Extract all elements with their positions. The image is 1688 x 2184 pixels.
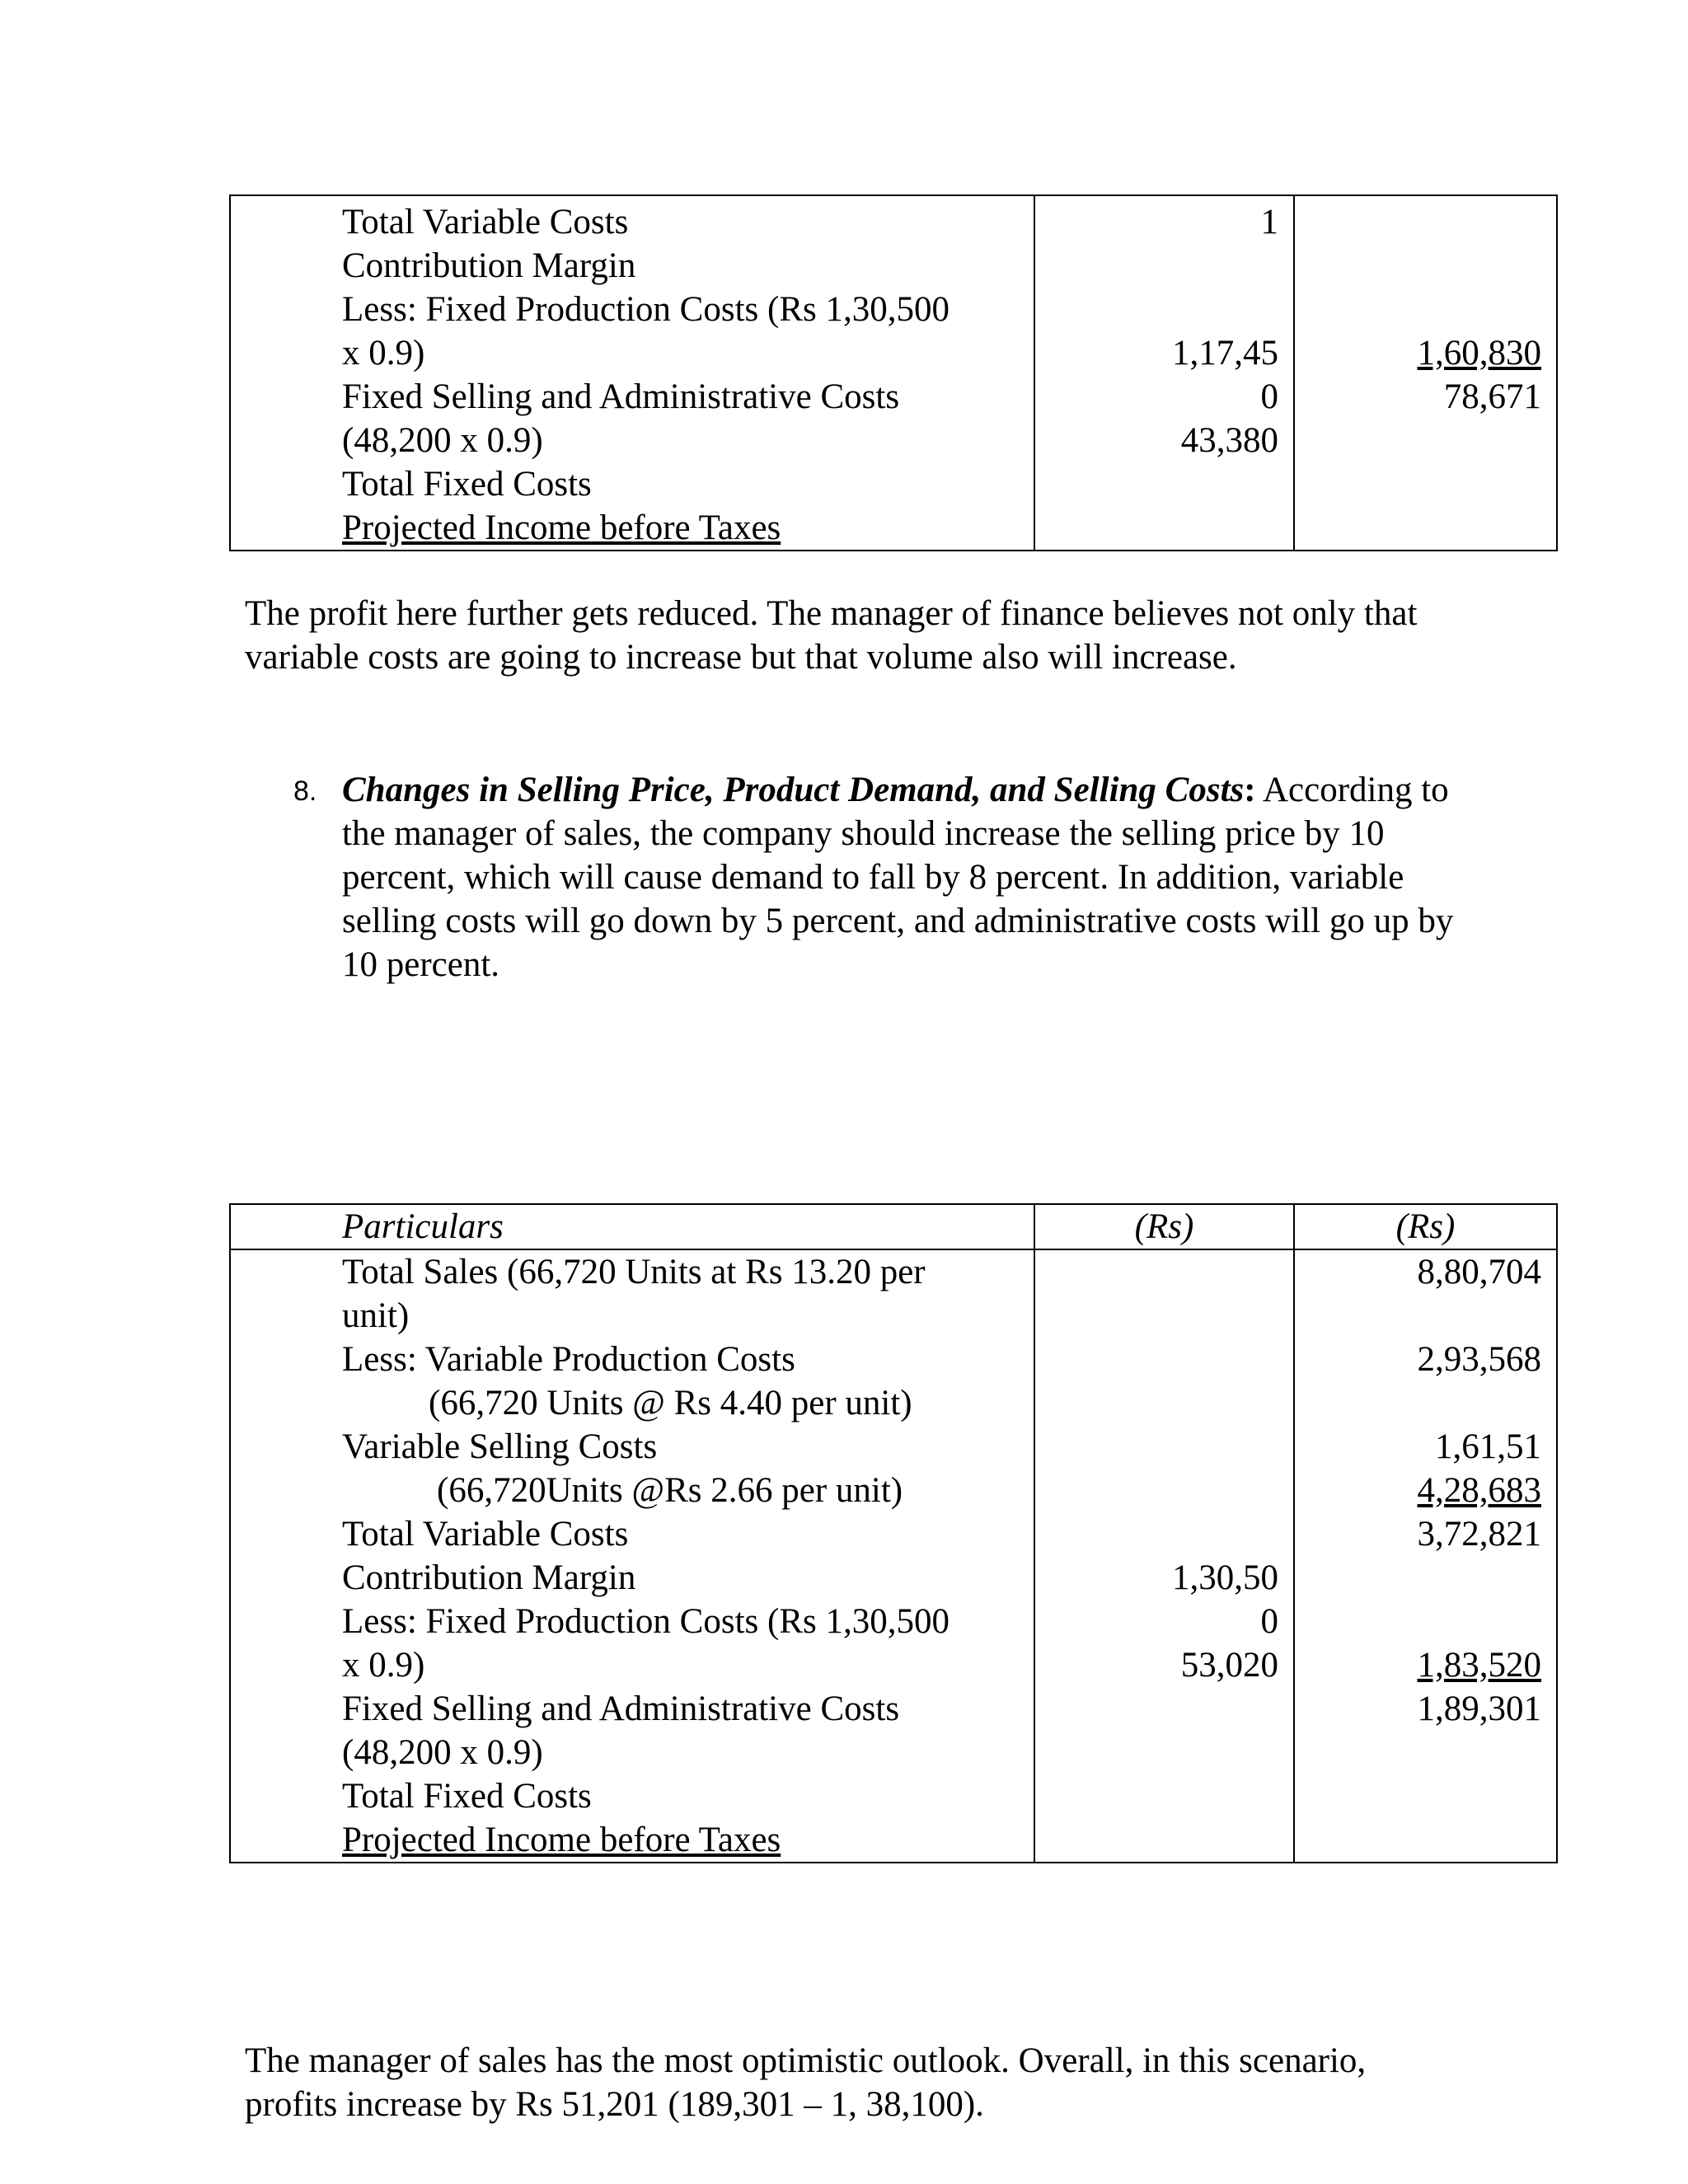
- item8-heading: Changes in Selling Price, Product Demand, and Selling Costs: [342, 771, 1245, 809]
- table2-col2-value: [1035, 1250, 1278, 1294]
- table2-header-col3-cell: [1294, 1204, 1557, 1249]
- table2-row-variable-production-costs: Less: Variable Production Costs: [342, 1340, 795, 1379]
- table2-col3-value: [1295, 1600, 1541, 1643]
- table1-row-total-variable-costs: Total Variable Costs: [342, 203, 629, 241]
- table2-row-variable-selling-detail: (66,720Units @Rs 2.66 per unit): [437, 1471, 903, 1510]
- table2-col2-value: [1035, 1294, 1278, 1338]
- item8-colon: :: [1244, 771, 1256, 809]
- table2-col3-value: 4,28,683: [1417, 1471, 1541, 1510]
- table1-col3-value: 78,671: [1443, 377, 1541, 416]
- table2-row-contribution-margin: Contribution Margin: [342, 1558, 636, 1597]
- table2-header-particulars: Particulars: [342, 1207, 504, 1246]
- table2-col3-value: [1295, 1818, 1541, 1862]
- item8-line: 10 percent.: [342, 945, 500, 984]
- table1-row-fixed-production-costs-cont: x 0.9): [342, 334, 425, 373]
- table1-col3-value: [1295, 506, 1541, 550]
- table2-col2-value: [1035, 1469, 1278, 1512]
- table2-col2-value: [1035, 1425, 1278, 1469]
- table2-col3-value: [1295, 1774, 1541, 1818]
- table1-col2-value: [1035, 506, 1278, 550]
- table1-amount-col3-cell: [1294, 195, 1557, 551]
- table1-col2-value: [1035, 244, 1278, 288]
- table2-row-fixed-production-costs: Less: Fixed Production Costs (Rs 1,30,500: [342, 1602, 950, 1641]
- table2-header-col2-cell: [1034, 1204, 1294, 1249]
- table2-header-col3: (Rs): [1395, 1207, 1456, 1246]
- paragraph-finance-note: [245, 592, 1417, 679]
- table1-col3-value: 1,60,830: [1417, 334, 1541, 373]
- table1-col3-value: [1295, 244, 1541, 288]
- table2-col2-value: 1,30,50: [1172, 1558, 1278, 1597]
- table1-row-fixed-production-costs: Less: Fixed Production Costs (Rs 1,30,500: [342, 290, 950, 329]
- table2-col2-value: [1035, 1731, 1278, 1774]
- paragraph-line: variable costs are going to increase but that volume also will increase.: [245, 638, 1237, 677]
- item8-line1-rest: According to: [1255, 771, 1449, 809]
- table1-col3-value: [1295, 288, 1541, 331]
- paragraph-line: The profit here further gets reduced. The manager of finance believes not only that: [245, 594, 1418, 633]
- paragraph-line: profits increase by Rs 51,201 (189,301 – 1, 38,100).: [245, 2085, 984, 2124]
- table2-col3-value: 3,72,821: [1417, 1515, 1541, 1554]
- cost-table-2: [229, 1203, 1558, 1863]
- table2-col2-value: [1035, 1512, 1278, 1556]
- item8-text: [342, 768, 1453, 987]
- table2-row-fixed-selling-admin-cont: (48,200 x 0.9): [342, 1733, 543, 1772]
- table1-row-total-fixed-costs: Total Fixed Costs: [342, 465, 592, 504]
- item8-line: the manager of sales, the company should increase the selling price by 10: [342, 814, 1385, 853]
- paragraph-line: The manager of sales has the most optimistic outlook. Overall, in this scenario,: [245, 2041, 1367, 2080]
- table2-col3-value: 2,93,568: [1417, 1340, 1541, 1379]
- table2-col2-value: [1035, 1687, 1278, 1731]
- table2-col2-value: [1035, 1818, 1278, 1862]
- table2-header-particulars-cell: [230, 1204, 1034, 1249]
- table2-col3-value: 8,80,704: [1417, 1253, 1541, 1291]
- table2-row-variable-production-detail: (66,720 Units @ Rs 4.40 per unit): [429, 1384, 912, 1422]
- table2-row-variable-selling-costs: Variable Selling Costs: [342, 1427, 658, 1466]
- table2-col2-value: 53,020: [1180, 1646, 1278, 1685]
- item8-line: selling costs will go down by 5 percent, and administrative costs will go up by: [342, 902, 1454, 940]
- table2-col3-value: 1,89,301: [1417, 1690, 1541, 1728]
- table1-row-fixed-selling-admin: Fixed Selling and Administrative Costs: [342, 377, 900, 416]
- table2-header-col2: (Rs): [1134, 1207, 1194, 1246]
- table2-amount-col2-cell: [1034, 1249, 1294, 1863]
- table2-col2-value: [1035, 1381, 1278, 1425]
- item8-first-line: [342, 768, 1453, 812]
- table2-particulars-cell: [230, 1249, 1034, 1863]
- table1-col2-value: [1035, 462, 1278, 506]
- cost-table-1: [229, 194, 1558, 551]
- table2-row-total-fixed-costs: Total Fixed Costs: [342, 1777, 592, 1816]
- table1-particulars-cell: [230, 195, 1034, 551]
- table1-row-fixed-selling-admin-cont: (48,200 x 0.9): [342, 421, 543, 460]
- table1-row-contribution-margin: Contribution Margin: [342, 246, 636, 285]
- table2-col3-value: [1295, 1731, 1541, 1774]
- table1-col2-value: 43,380: [1180, 421, 1278, 460]
- table1-row-projected-income: Projected Income before Taxes: [342, 509, 781, 547]
- table1-amount-col2-cell: [1034, 195, 1294, 551]
- table2-amount-col3-cell: [1294, 1249, 1557, 1863]
- table2-row-fixed-selling-admin: Fixed Selling and Administrative Costs: [342, 1690, 900, 1728]
- table2-col3-value: [1295, 1556, 1541, 1600]
- table2-row-total-sales-cont: unit): [342, 1296, 410, 1335]
- table2-col3-value: 1,83,520: [1417, 1646, 1541, 1685]
- table1-col3-value: [1295, 419, 1541, 462]
- item-number: 8.: [293, 776, 317, 807]
- table1-col2-value: 1: [1260, 203, 1278, 241]
- table2-col2-value: 0: [1260, 1602, 1278, 1641]
- table1-col3-value: [1295, 462, 1541, 506]
- table1-col2-value: 1,17,45: [1172, 334, 1278, 373]
- table1-col2-value: [1035, 288, 1278, 331]
- table2-row-total-sales: Total Sales (66,720 Units at Rs 13.20 per: [342, 1253, 926, 1291]
- table2-col3-value: [1295, 1294, 1541, 1338]
- table2-row-projected-income: Projected Income before Taxes: [342, 1821, 781, 1859]
- item8-line: percent, which will cause demand to fall by 8 percent. In addition, variable: [342, 858, 1404, 897]
- table1-col3-value: [1295, 200, 1541, 244]
- table2-col3-value: 1,61,51: [1435, 1427, 1541, 1466]
- table2-col3-value: [1295, 1381, 1541, 1425]
- table1-col2-value: 0: [1260, 377, 1278, 416]
- table2-col2-value: [1035, 1338, 1278, 1381]
- table2-row-fixed-production-costs-cont: x 0.9): [342, 1646, 425, 1685]
- table2-col2-value: [1035, 1774, 1278, 1818]
- paragraph-sales-outlook: [245, 2039, 1366, 2126]
- table2-row-total-variable-costs: Total Variable Costs: [342, 1515, 629, 1554]
